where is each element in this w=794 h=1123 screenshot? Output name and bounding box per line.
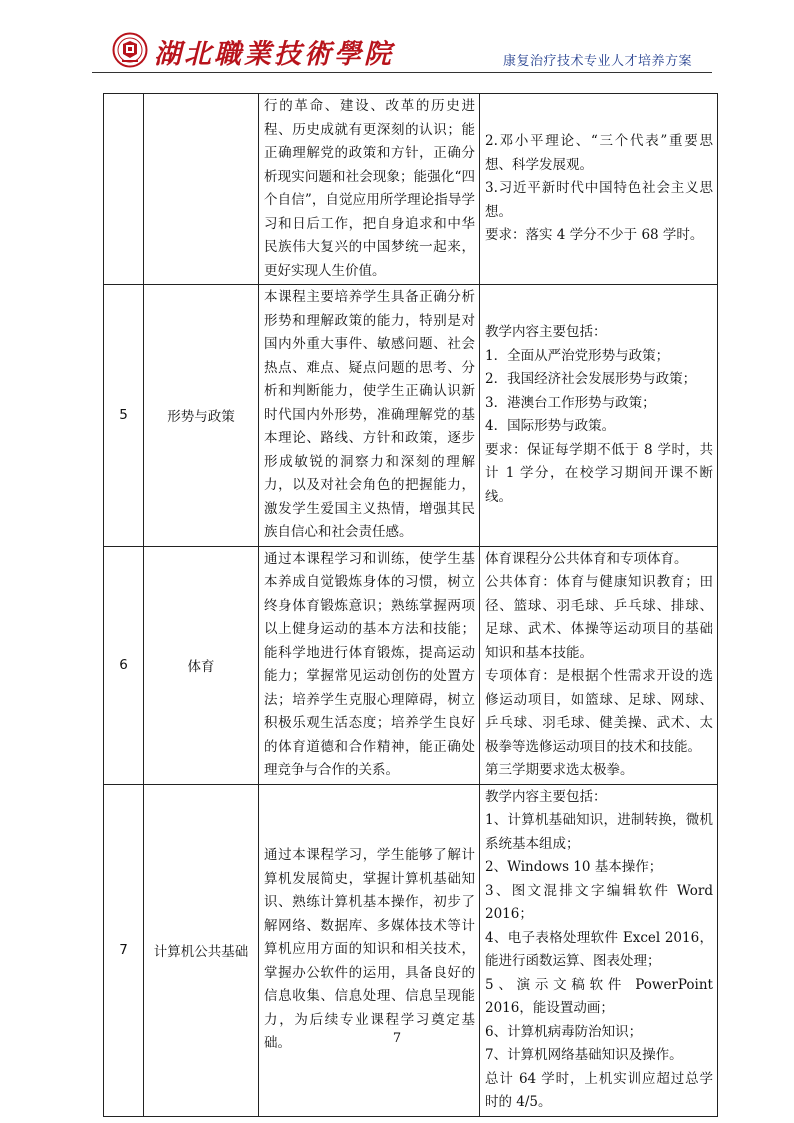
page-header <box>100 30 712 74</box>
course-number: 7 <box>104 784 144 1116</box>
content-line: 体育课程分公共体育和专项体育。 <box>485 550 688 567</box>
objective-paragraph: 通过本课程学习和训练，使学生基本养成自觉锻炼身体的习惯，树立终身体育锻炼意识；熟练掌握两项以上健身运动的基本方法和技能；能科学地进行体育锻炼，提高运动能力；掌握常见运动创伤的处置方法；培养学生克服心理障碍，树立积极乐观生活态度；培养学生良好的体育道德和合作精神，能正确处理竞争与合作的关系。 <box>264 550 475 778</box>
content-line: 专项体育：是根据个性需求开设的选修运动项目，如篮球、足球、网球、乒乓球、羽毛球、健美操、武术、太极拳等选修运动项目的技术和技能。 <box>485 668 713 755</box>
content-line: 7、计算机网络基础知识及操作。 <box>485 1047 683 1063</box>
objective-paragraph: 通过本课程学习，学生能够了解计算机发展简史，掌握计算机基础知识、熟练计算机基本操作，初步了解网络、数据库、多媒体技术等计算机应用方面的知识和相关技术，掌握办公软件的运用，具备良好的信息收集、信息处理、信息呈现能力，为后续专业课程学习奠定基础。 <box>264 847 475 1052</box>
school-name: 湖北職業技術學院 <box>154 39 394 70</box>
course-content <box>480 285 718 547</box>
table-row <box>104 546 718 784</box>
school-logo-icon <box>112 32 148 68</box>
table-row <box>104 784 718 1116</box>
objective-paragraph: 本课程主要培养学生具备正确分析形势和理解政策的能力，特别是对国内外重大事件、敏感问题、社会热点、难点、疑点问题的思考、分析和判断能力，使学生正确认识新时代国内外形势，准确理解党的基本理论、路线、方针和政策，逐步形成敏锐的洞察力和深刻的理解力，以及对社会角色的把握能力，激发学生爱国主义热情，增强其民族自信心和社会责任感。 <box>264 289 475 540</box>
content-line: 3、图文混排文字编辑软件 Word 2016； <box>485 882 713 922</box>
course-number: 5 <box>104 285 144 547</box>
content-line: 要求：保证每学期不低于 8 学时，共计 1 学分，在校学习期间开课不断线。 <box>485 441 713 505</box>
table-row <box>104 285 718 547</box>
content-line: 教学内容主要包括： <box>485 788 607 805</box>
content-line: 公共体育：体育与健康知识教育；田径、篮球、羽毛球、乒乓球、排球、足球、武术、体操等运动项目的基础知识和基本技能。 <box>485 574 713 661</box>
content-line: 5、演示文稿软件 PowerPoint 2016，能设置动画； <box>485 976 713 1016</box>
content-line: 2.邓小平理论、“三个代表”重要思想、科学发展观。 <box>485 133 713 173</box>
course-name: 体育 <box>144 546 259 784</box>
course-content <box>480 784 718 1116</box>
header-divider <box>92 72 712 73</box>
content-line: 3．港澳台工作形势与政策； <box>485 394 656 411</box>
content-line: 2、Windows 10 基本操作； <box>485 859 663 875</box>
curriculum-table <box>103 93 718 1117</box>
content-line: 要求：落实 4 学分不少于 68 学时。 <box>485 227 704 244</box>
content-line: 4．国际形势与政策。 <box>485 418 616 435</box>
course-objectives <box>259 285 480 547</box>
course-objectives <box>259 94 480 285</box>
content-line: 总计 64 学时，上机实训应超过总学时的 4/5。 <box>485 1070 713 1110</box>
content-line: 4、电子表格处理软件 Excel 2016，能进行函数运算、图表处理； <box>485 929 713 969</box>
course-content <box>480 94 718 285</box>
document-title: 康复治疗技术专业人才培养方案 <box>502 54 692 69</box>
content-line: 1、计算机基础知识，进制转换，微机系统基本组成； <box>485 812 713 852</box>
course-objectives <box>259 546 480 784</box>
course-name: 计算机公共基础 <box>144 784 259 1116</box>
course-name: 形势与政策 <box>144 285 259 547</box>
page-number: 7 <box>392 1031 402 1046</box>
course-number: 6 <box>104 546 144 784</box>
objective-paragraph: 行的革命、建设、改革的历史进程、历史成就有更深刻的认识；能正确理解党的政策和方针，正确分析现实问题和社会现象；能强化“四个自信”，自觉应用所学理论指导学习和日后工作，把自身追求和中华民族伟大复兴的中国梦统一起来，更好实现人生价值。 <box>264 98 475 279</box>
table-row <box>104 94 718 285</box>
content-line: 1．全面从严治党形势与政策； <box>485 347 670 364</box>
course-name <box>144 94 259 285</box>
content-line: 第三学期要求选太极拳。 <box>485 762 634 778</box>
course-objectives <box>259 784 480 1116</box>
content-line: 2．我国经济社会发展形势与政策； <box>485 371 697 388</box>
content-line: 教学内容主要包括： <box>485 324 607 341</box>
course-number <box>104 94 144 285</box>
course-content <box>480 546 718 784</box>
content-line: 6、计算机病毒防治知识； <box>485 1023 643 1040</box>
content-line: 3.习近平新时代中国特色社会主义思想。 <box>485 180 713 220</box>
